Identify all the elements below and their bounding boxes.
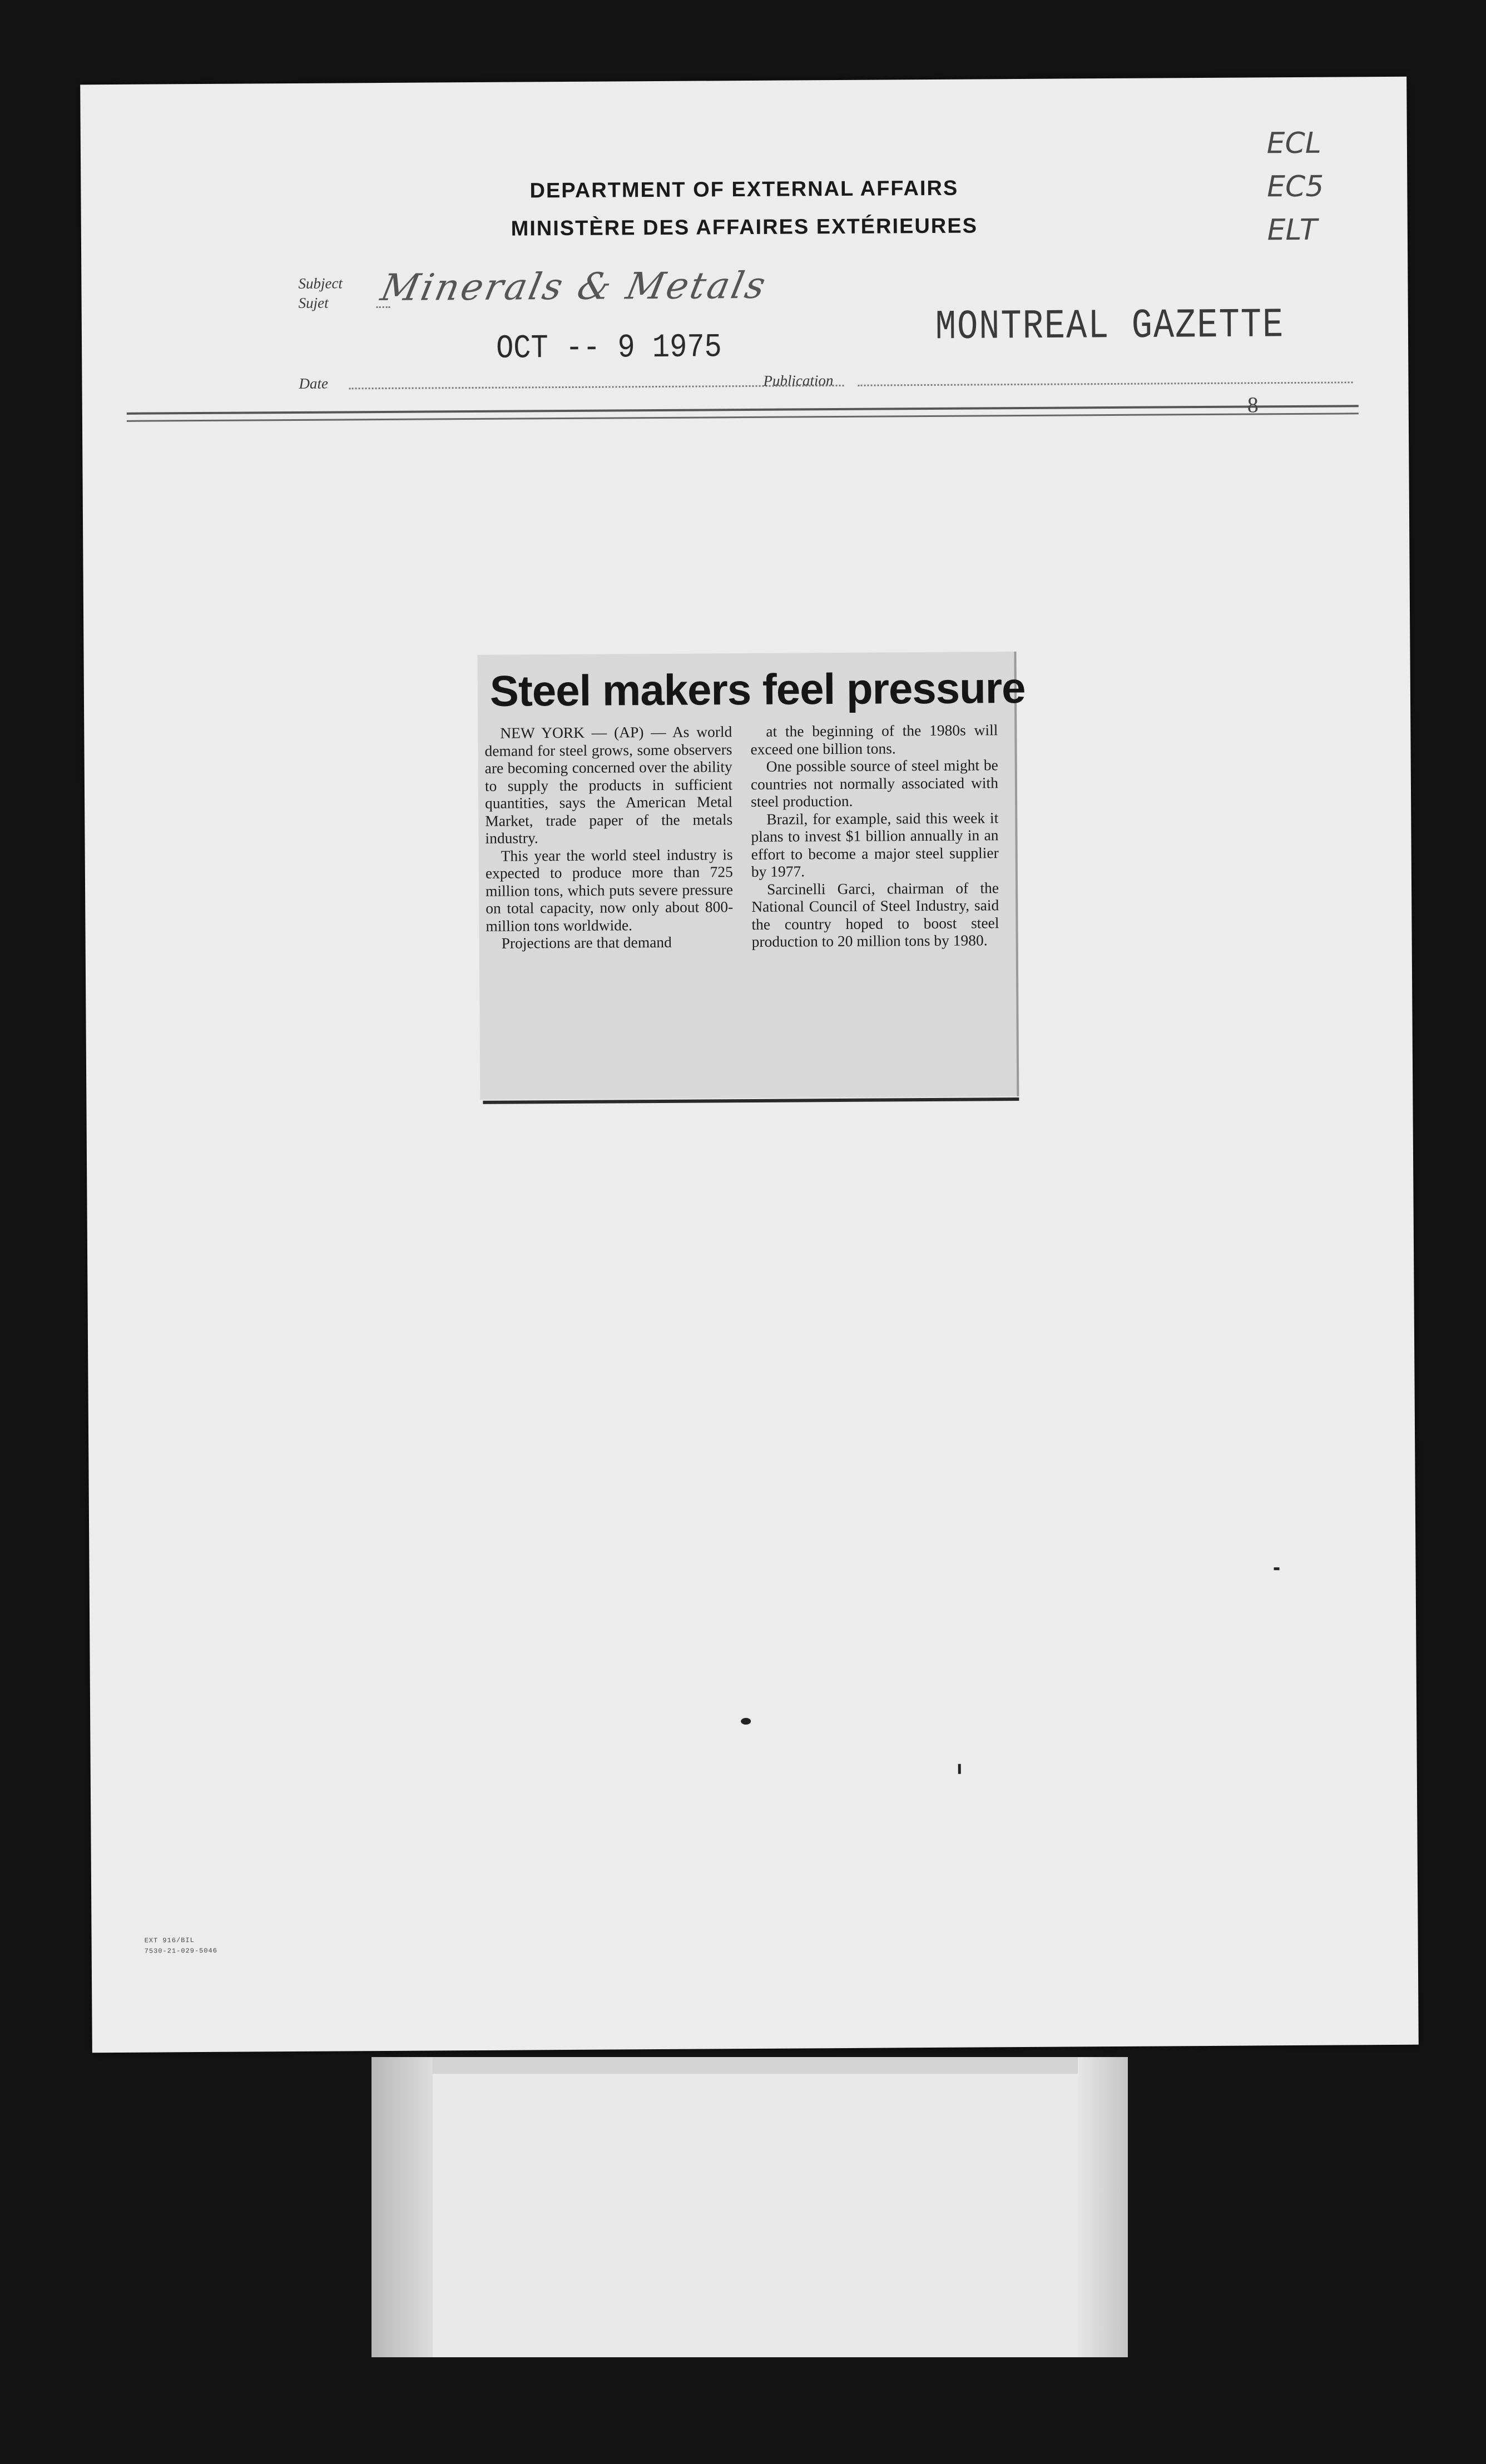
envelope-below xyxy=(371,2057,1128,2357)
clipping-paragraph: Brazil, for example, said this week it plans to invest $1 billion annually in an effort to become a major steel supplier by 1977. xyxy=(751,808,999,880)
publication-dotted-line xyxy=(858,381,1353,386)
document-page xyxy=(80,77,1419,2053)
clipping-paragraph: One possible source of steel might be countries not normally associated with steel production. xyxy=(750,756,999,810)
clipping-headline: Steel makers feel pressure xyxy=(489,663,1026,716)
clipping-paragraph: NEW YORK — (AP) — As world demand for steel grows, some observers are becoming concerned over the ability to supply the products in sufficient quantities, says the American Metal Market, trade paper of the metals industry. xyxy=(484,723,733,847)
header-rule xyxy=(127,413,1359,422)
clipping-column-right xyxy=(750,721,999,950)
publication-label: Publication xyxy=(763,372,834,389)
paper-speck xyxy=(1274,1567,1280,1570)
code-line: EC5 xyxy=(1266,170,1324,204)
publication-stamp: MONTREAL GAZETTE xyxy=(935,301,1285,351)
form-number-line: EXT 916/BIL xyxy=(144,1936,195,1945)
form-number xyxy=(145,1935,217,1957)
clipping-column-left xyxy=(484,723,733,952)
handwritten-codes xyxy=(1266,122,1324,252)
corner-mark: 8 xyxy=(1247,392,1259,418)
department-name-french: MINISTÈRE DES AFFAIRES EXTÉRIEURES xyxy=(511,214,978,241)
subject-handwritten: Minerals & Metals xyxy=(377,264,771,310)
envelope-top-edge xyxy=(371,2057,1128,2074)
clipping-paragraph: at the beginning of the 1980s will exceed one billion tons. xyxy=(750,721,998,758)
newspaper-clipping xyxy=(477,652,1026,1100)
envelope-left-edge xyxy=(371,2057,433,2357)
header-rule xyxy=(127,405,1359,415)
form-number-line: 7530-21-029-5046 xyxy=(144,1946,217,1955)
code-line: ELT xyxy=(1267,213,1317,247)
department-name-english: DEPARTMENT OF EXTERNAL AFFAIRS xyxy=(529,176,959,203)
clipping-paragraph: Projections are that demand xyxy=(501,933,672,952)
code-line: ECL xyxy=(1266,126,1321,161)
clipping-paragraph: Sarcinelli Garci, chairman of the National Council of Steel Industry, said the country hoped to boost steel production to 20 million tons by 1980. xyxy=(751,878,999,950)
sujet-label: Sujet xyxy=(298,294,329,311)
paper-speck xyxy=(741,1718,751,1725)
clipping-paragraph: This year the world steel industry is expected to produce more than 725 million tons, which puts severe pressure on total capacity, now only about 800-million tons worldwide. xyxy=(485,845,734,935)
date-stamp: OCT -- 9 1975 xyxy=(496,328,722,368)
paper-speck xyxy=(958,1764,961,1774)
clipping-bottom-rule xyxy=(483,1097,1019,1104)
subject-label: Subject xyxy=(298,275,343,292)
date-label: Date xyxy=(299,375,329,392)
envelope-right-edge xyxy=(1078,2057,1128,2357)
